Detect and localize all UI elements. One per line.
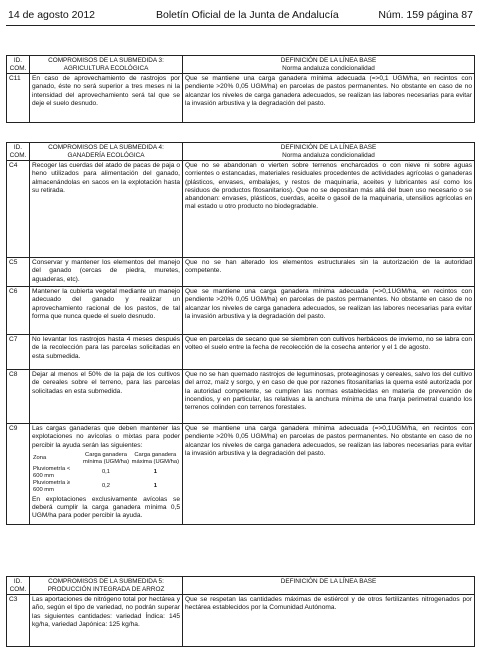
table-row [7, 424, 475, 525]
row-compromiso [30, 424, 183, 525]
row-definicion: Que se respetan las cantidades máximas de estiércol y de otros fertilizantes nitrogenados por hectárea establecidos por la Comunidad Autónoma. [183, 595, 475, 647]
row-compromiso: No levantar los rastrojos hasta 4 meses después de la recolección para las parcelas solicitadas en esta submedida. [30, 335, 183, 370]
row-id: C7 [7, 335, 30, 370]
table-header-row [7, 56, 475, 74]
mini-min: 0,1 [101, 469, 111, 476]
header-page-number: Núm. 159 página 87 [378, 9, 473, 21]
mini-max: 1 [153, 469, 157, 476]
mini-row [32, 480, 180, 494]
table-row [7, 74, 475, 123]
header-compromisos: COMPROMISOS DE LA SUBMEDIDA 4: GANADERÍA ECOLÓGICA [30, 143, 183, 161]
table-header-row [7, 143, 475, 161]
header-bulletin-title: Boletín Oficial de la Junta de Andalucía [156, 9, 339, 21]
mini-row [32, 466, 180, 480]
row-compromiso-intro: Las cargas ganaderas que deben mantener las explotaciones no avícolas o mixtas para poder percibir la ayuda serán las siguientes: [32, 425, 180, 449]
row-compromiso: Recoger las cuerdas del atado de pacas de paja o heno utilizados para alimentación del ganado, almacenándolas en sacos en la explotación hasta su retirada. [30, 161, 183, 258]
header-compromisos: COMPROMISOS DE LA SUBMEDIDA 3: AGRICULTURA ECOLÓGICA [30, 56, 183, 74]
row-definicion: Que se mantiene una carga ganadera mínima adecuada (=>0,1 UGM/ha, en recintos con pendiente >20% 0,05 UGM/ha) en parcelas de pastos permanentes. No obstante en caso de no alcanzar los niveles de carga ganadera adecuados, se realizan las labores necesarias para evitar la invasión arbustiva y la degradación del pasto. [183, 74, 475, 123]
row-definicion: Que se mantiene una carga ganadera mínima adecuada (=>0,1UGM/ha, en recintos con pendiente >20% 0,05 UGM/ha) en parcelas de pastos permanentes. No obstante en caso de no alcanzar los niveles de carga ganadera adecuados, se realizan las labores necesarias para evitar la invasión arbustiva y la degradación del pasto. [183, 424, 475, 525]
table-submedida-3 [6, 55, 475, 123]
row-id: C11 [7, 74, 30, 123]
row-definicion: Que en parcelas de secano que se siembren con cultivos herbáceos de invierno, no se labra con volteo el suelo entre la fecha de recolección de la cosecha anterior y el 1 de agosto. [183, 335, 475, 370]
header-id: ID. COM. [7, 56, 30, 74]
mini-header-max: Carga ganadera máxima (UGM/ha) [131, 451, 180, 465]
row-id: C4 [7, 161, 30, 258]
carga-ganadera-table [32, 452, 180, 494]
mini-min: 0,2 [101, 483, 111, 490]
row-id: C5 [7, 258, 30, 287]
header-rule [6, 25, 475, 26]
row-definicion: Que se mantiene una carga ganadera mínima adecuada (=>0,1UGM/ha, en recintos con pendiente >20% 0,05 UGM/ha) en parcelas de pastos permanentes. No obstante en caso de no alcanzar los niveles de carga ganadera adecuados, se realizan las labores necesarias para evitar la invasión arbustiva y la degradación del pasto. [183, 287, 475, 335]
header-date: 14 de agosto 2012 [8, 9, 95, 21]
row-id: C9 [7, 424, 30, 525]
row-compromiso: Mantener la cubierta vegetal mediante un manejo adecuado del ganado y realizar un aprovechamiento racional de los pastos, de tal forma que nunca quede el suelo desnudo. [30, 287, 183, 335]
mini-zona: Pluviometría ≥ 600 mm [33, 479, 71, 493]
row-id: C6 [7, 287, 30, 335]
row-compromiso: Conservar y mantener los elementos del manejo del ganado (cercas de piedra, muretes, aguaderas, etc). [30, 258, 183, 287]
row-id: C8 [7, 370, 30, 424]
mini-header-row [32, 452, 180, 466]
row-definicion: Que no se han quemado rastrojos de leguminosas, proteaginosas y cereales, salvo los del cultivo del arroz, maíz y sorgo, y en caso de que por razones fitosanitarias la quema esté autorizada por la autoridad competente, se cumplen las normas establecidas en materia de prevención de incendios, y en particular, las relativas a la anchura mínima de una franja perimetral cuando los terrenos colinden con terrenos forestales. [183, 370, 475, 424]
header-id: ID. COM. [7, 143, 30, 161]
header-definicion-sub: Norma andaluza condicionalidad [282, 151, 375, 159]
table-submedida-5 [6, 576, 475, 647]
mini-zona: Pluviometría < 600 mm [33, 465, 71, 479]
table-row [7, 258, 475, 287]
table-row [7, 287, 475, 335]
table-row [7, 595, 475, 647]
row-compromiso: Las aportaciones de nitrógeno total por hectárea y año, según el tipo de variedad, no podrán superar las siguientes cantidades: variedad Índica: 145 kg/ha, variedad Japónica: 125 kg/ha. [30, 595, 183, 647]
header-definicion-sub: Norma andaluza condicionalidad [282, 64, 375, 72]
row-compromiso: En caso de aprovechamiento de rastrojos por ganado, éste no será superior a tres meses ni la intensidad del aprovechamiento será tal que se deje el suelo desnudo. [30, 74, 183, 123]
table-row [7, 335, 475, 370]
mini-max: 1 [153, 483, 157, 490]
mini-header-zona: Zona [33, 455, 47, 462]
header-definicion: DEFINICIÓN DE LA LÍNEA BASE [183, 577, 475, 595]
row-compromiso-avicola: En explotaciones exclusivamente avícolas se deberá cumplir la carga ganadera mínima 0,5 UGM/ha para poder percibir la ayuda. [32, 495, 180, 520]
table-row [7, 370, 475, 424]
table-submedida-4 [6, 142, 475, 525]
page-header [6, 9, 475, 23]
table-row [7, 161, 475, 258]
header-id: ID. COM. [7, 577, 30, 595]
table-header-row [7, 577, 475, 595]
header-definicion [183, 143, 475, 161]
header-definicion-title: DEFINICIÓN DE LA LÍNEA BASE [280, 57, 377, 64]
mini-header-min: Carga ganadera mínima (UGM/ha) [82, 451, 130, 465]
row-id: C3 [7, 595, 30, 647]
row-compromiso: Dejar al menos el 50% de la paja de los cultivos de cereales sobre el terreno, para las parcelas solicitadas en esta submedida. [30, 370, 183, 424]
header-definicion [183, 56, 475, 74]
row-definicion: Que no se han alterado los elementos estructurales sin la autorización de la autoridad competente. [183, 258, 475, 287]
header-compromisos: COMPROMISOS DE LA SUBMEDIDA 5: PRODUCCIÓN INTEGRADA DE ARROZ [30, 577, 183, 595]
header-definicion-title: DEFINICIÓN DE LA LÍNEA BASE [280, 144, 377, 151]
row-definicion: Que no se abandonan o vierten sobre terrenos encharcados o con nieve ni sobre aguas corrientes o estancadas, materiales residuales procedentes de actividades agrícolas o ganaderas (plásticos, envases, embalajes, y restos de maquinaria, aceites y lubricantes así como los residuos de productos fitosanitarios). Que no se depositan más allá del buen uso necesario o se abandonan: envases, plásticos, cuerdas, aceite o gasoil de la maquinaria, utensilios agrícolas en mal estado u otro producto no biodegradable. [183, 161, 475, 258]
